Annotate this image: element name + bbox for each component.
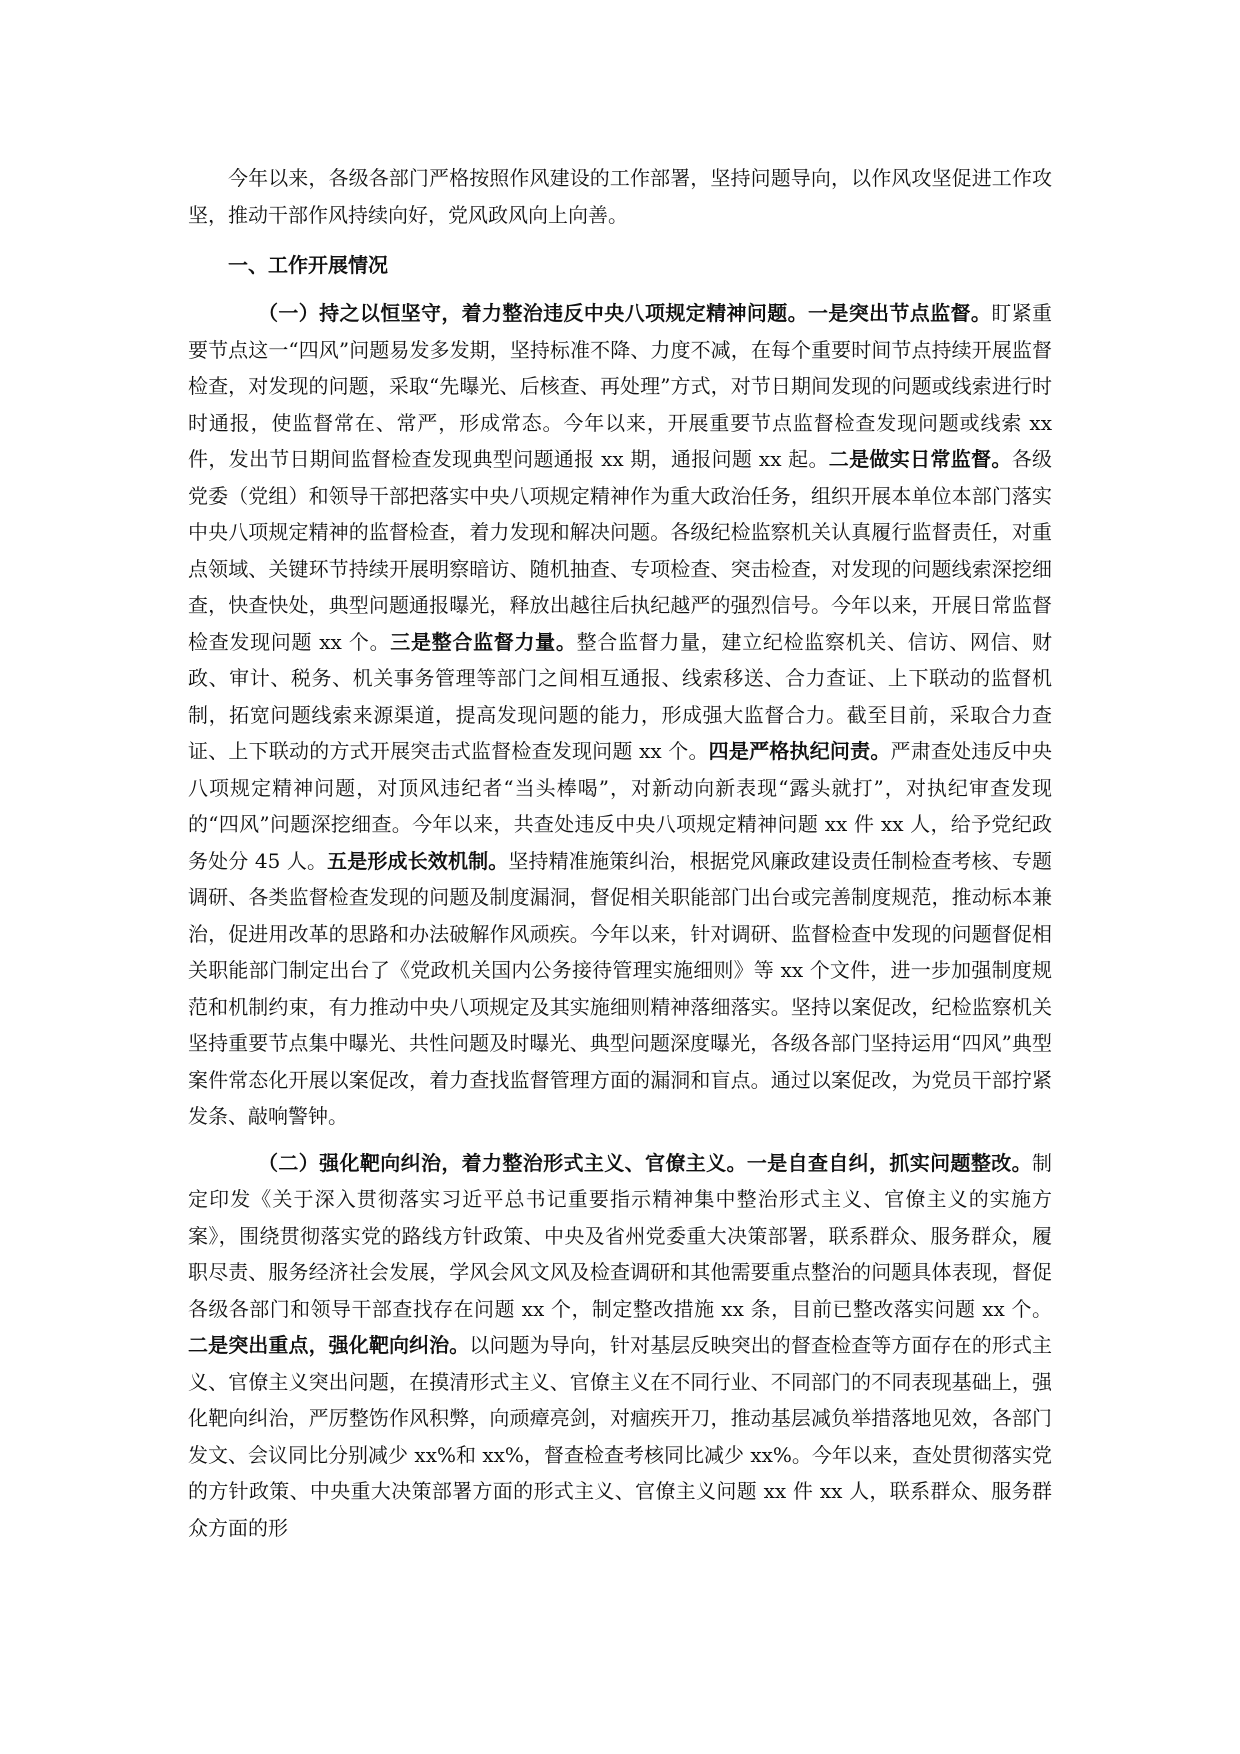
section-1-point-3-title: 三是整合监督力量。 — [390, 629, 577, 654]
section-2-point-1-text: 制定印发《关于深入贯彻落实习近平总书记重要指示精神集中整治形式主义、官僚主义的实施方案》，围绕贯彻落实党的路线方针政策、中央及省州党委重大决策部署，联系群众、服务群众，履职尽责、服务经济社会发展，学风会风文风及检查调研和其他需要重点整治的问题具体表现，督促各级各部门和领导干部查找存在问题 xx 个，制定整改措施 xx 条，目前已整改落实问题 xx 个。 — [188, 1150, 1053, 1321]
section-1-point-5-title: 五是形成长效机制。 — [327, 848, 509, 873]
section-1-point-3-text: 整合监督力量，建立纪检监察机关、信访、网信、财政、审计、税务、机关事务管理等部门之间相互通报、线索移送、合力查证、上下联动的监督机制，拓宽问题线索来源渠道，提高发现问题的能力，形成强大监督合力。截至目前，采取合力查证、上下联动的方式开展突击式监督检查发现问题 xx 个。 — [188, 629, 1053, 763]
section-1-point-2-text: 各级党委（党组）和领导干部把落实中央八项规定精神作为重大政治任务，组织开展本单位本部门落实中央八项规定精神的监督检查，着力发现和解决问题。各级纪检监察机关认真履行监督责任，对重点领域、关键环节持续开展明察暗访、随机抽查、专项检查、突击检查，对发现的问题线索深挖细查，快查快处，典型问题通报曝光，释放出越往后执纪越严的强烈信号。今年以来，开展日常监督检查发现问题 xx 个。 — [188, 447, 1053, 654]
section-2-paragraph — [188, 1145, 1052, 1547]
section-1-title: （一）持之以恒坚守，着力整治违反中央八项规定精神问题。 — [258, 301, 808, 325]
section-2-title: （二）强化靶向纠治，着力整治形式主义、官僚主义。 — [258, 1150, 747, 1175]
section-2-point-2-text: 以问题为导向，针对基层反映突出的督查检查等方面存在的形式主义、官僚主义突出问题，在摸清形式主义、官僚主义在不同行业、不同部门的不同表现基础上，强化靶向纠治，严厉整饬作风积弊，向顽瘴亮剑，对痼疾开刀，推动基层减负举措落地见效，各部门发文、会议同比分别减少 xx%和 xx%，督查检查考核同比减少 xx%。今年以来，查处贯彻落实党的方针政策、中央重大决策部署方面的形式主义、官僚主义问题 xx 件 xx 人，联系群众、服务群众方面的形 — [188, 1333, 1053, 1540]
section-1-point-2-title: 二是做实日常监督。 — [828, 447, 1012, 471]
intro-paragraph: 今年以来，各级各部门严格按照作风建设的工作部署，坚持问题导向，以作风攻坚促进工作攻坚，推动干部作风持续向好，党风政风向上向善。 — [188, 166, 1052, 227]
heading-work-progress: 一、工作开展情况 — [228, 253, 388, 277]
section-1-paragraph — [188, 295, 1052, 1135]
section-2-point-1-title: 一是自查自纠，抓实问题整改。 — [746, 1150, 1033, 1175]
section-1-point-1-text: 盯紧重要节点这一“四风”问题易发多发期，坚持标准不降、力度不减，在每个重要时间节点持续开展监督检查，对发现的问题，采取“先曝光、后核查、再处理”方式，对节日期间发现的问题或线索进行时时通报，使监督常在、常严，形成常态。今年以来，开展重要节点监督检查发现问题或线索 xx 件，发出节日期间监督检查发现典型问题通报 xx 期，通报问题 xx 起。 — [188, 301, 1053, 471]
document-page — [188, 160, 1052, 1556]
section-1-point-5-text: 坚持精准施策纠治，根据党风廉政建设责任制检查考核、专题调研、各类监督检查发现的问题及制度漏洞，督促相关职能部门出台或完善制度规范，推动标本兼治，促进用改革的思路和办法破解作风顽疾。今年以来，针对调研、监督检查中发现的问题督促相关职能部门制定出台了《党政机关国内公务接待管理实施细则》等 xx 个文件，进一步加强制度规范和机制约束，有力推动中央八项规定及其实施细则精神落细落实。坚持以案促改，纪检监察机关坚持重要节点集中曝光、共性问题及时曝光、典型问题深度曝光，各级各部门坚持运用“四风”典型案件常态化开展以案促改，着力查找监督管理方面的漏洞和盲点。通过以案促改，为党员干部拧紧发条、敲响警钟。 — [188, 848, 1052, 1128]
section-1-point-1-title: 一是突出节点监督。 — [807, 301, 992, 325]
section-1-point-4-text: 严肃查处违反中央八项规定精神问题，对顶风违纪者“当头棒喝”，对新动向新表现“露头就打”，对执纪审查发现的“四风”问题深挖细查。今年以来，共查处违反中央八项规定精神问题 xx 件 xx 人，给予党纪政务处分 45 人。 — [188, 739, 1053, 873]
section-2-point-2-title: 二是突出重点，强化靶向纠治。 — [188, 1333, 470, 1357]
section-1-point-4-title: 四是严格执纪问责。 — [708, 739, 891, 763]
